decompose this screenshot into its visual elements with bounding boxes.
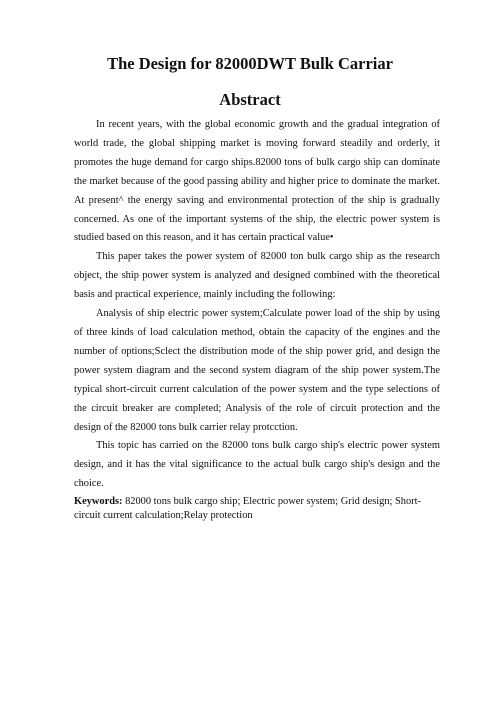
keywords-line	[74, 495, 440, 522]
abstract-paragraph-1: In recent years, with the global economic growth and the gradual integration of world trade, the global shipping market is moving forward steadily and orderly, it promotes the huge demand for cargo ships.82000 tons of bulk cargo ship can dominate the market because of the good passing ability and higher price to dominate the market. At present^ the energy saving and environmental protection of the ship is gradually concerned. As one of the important systems of the ship, the electric power system is studied based on this reason, and it has certain practical value•	[74, 119, 440, 244]
keywords-label: Keywords:	[74, 496, 123, 508]
abstract-paragraph-4: This topic has carried on the 82000 tons bulk cargo ship's electric power system design, and it has the vital significance to the actual bulk cargo ship's design and the choice.	[74, 440, 440, 490]
document-title: The Design for 82000DWT Bulk Carriar	[107, 54, 393, 73]
abstract-body	[74, 116, 440, 522]
abstract-paragraph-2: This paper takes the power system of 82000 ton bulk cargo ship as the research object, the ship power system is analyzed and designed combined with the theoretical basis and practical experience, mainly including the following:	[74, 251, 440, 301]
abstract-paragraph-3: Analysis of ship electric power system;Calculate power load of the ship by using of three kinds of load calculation method, obtain the capacity of the engines and the number of options;Sclect the distribution mode of the ship power grid, and design the power system diagram and the second system diagram of the ship power system.The typical short-circuit current calculation of the power system and the type selections of the circuit breaker are completed; Analysis of the role of circuit protection and the design of the 82000 tons bulk carrier relay protcction.	[74, 308, 440, 433]
keywords-text: 82000 tons bulk cargo ship; Electric power system; Grid design; Short-circuit current calculation;Relay protection	[74, 496, 421, 521]
abstract-heading: Abstract	[219, 90, 281, 109]
